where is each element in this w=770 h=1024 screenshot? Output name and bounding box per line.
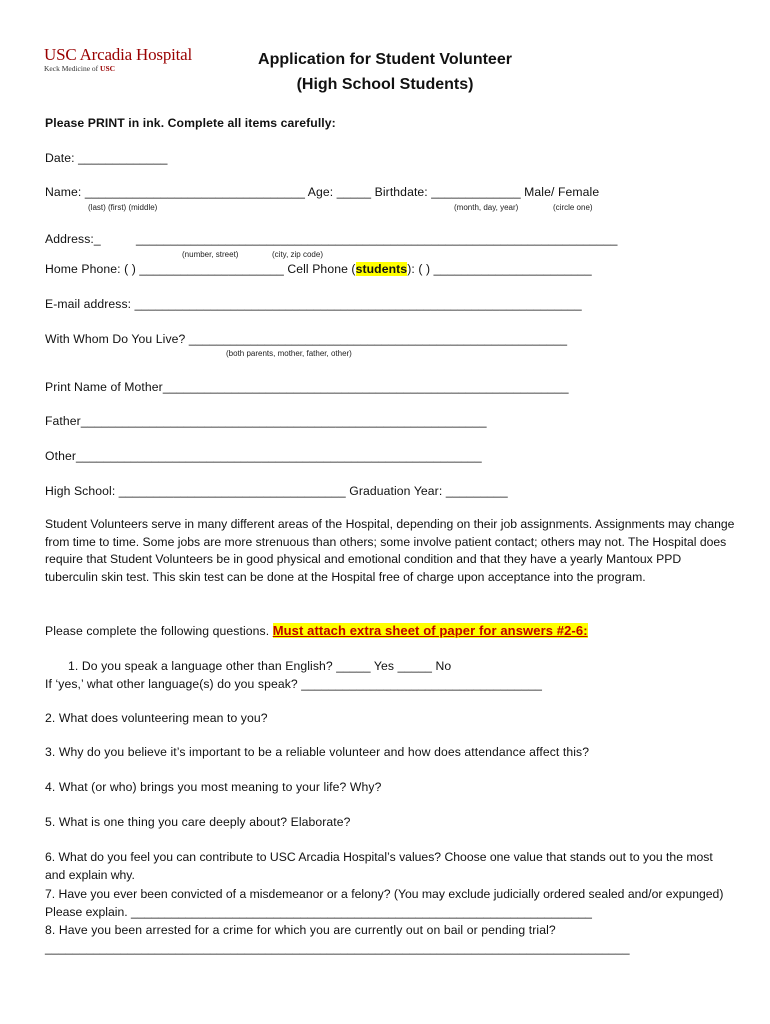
gender-hint: (circle one)	[553, 203, 593, 212]
address-hint-city: (city, zip code)	[272, 250, 323, 259]
question-6: 6. What do you feel you can contribute to USC Arcadia Hospital’s values? Choose one value that stands out to you the most and explain why.	[45, 850, 713, 882]
name-hint: (last) (first) (middle)	[88, 203, 158, 212]
date-field[interactable]: Date: _____________	[45, 151, 168, 165]
page-subtitle: (High School Students)	[296, 76, 474, 93]
logo-tagline-prefix: Keck Medicine of	[44, 64, 99, 73]
question-8-answer-line[interactable]: _____________________________________________________________________________________	[45, 941, 630, 955]
questions-note: Must attach extra sheet of paper for answers #2-6:	[272, 623, 588, 638]
question-1[interactable]: 1. Do you speak a language other than English? _____ Yes _____ No	[68, 659, 452, 673]
birthdate-hint: (month, day, year)	[454, 203, 519, 212]
questions-intro	[45, 623, 588, 638]
logo-name: USC Arcadia Hospital	[44, 45, 193, 64]
name-field[interactable]: Name: ________________________________ Age: _____ Birthdate: _____________ Male/ Female	[45, 185, 600, 199]
home-phone-label: Home Phone: ( ) _____________________ Cell Phone (	[45, 262, 356, 276]
whom-hint: (both parents, mother, father, other)	[226, 349, 352, 358]
question-3: 3. Why do you believe it’s important to be a reliable volunteer and how does attendance affect this?	[45, 745, 590, 759]
question-1b[interactable]: If ‘yes,’ what other language(s) do you speak? ___________________________________	[45, 677, 543, 691]
instruction: Please PRINT in ink. Complete all items carefully:	[45, 116, 336, 130]
other-field[interactable]: Other___________________________________________________________	[45, 449, 482, 463]
father-field[interactable]: Father___________________________________________________________	[45, 414, 487, 428]
logo-tagline-brand: USC	[100, 64, 116, 73]
volunteer-info-paragraph: Student Volunteers serve in many different areas of the Hospital, depending on their job assignments. Assignments may change from time to time. Some jobs are more strenuous than others; some involve patient contact; others may not. The Hospital does require that Student Volunteers be in good physical and emotional condition and that they have a yearly Mantoux PPD tuberculin skin test. This skin test can be done at the Hospital free of charge upon acceptance into the program.	[45, 517, 735, 584]
question-4: 4. What (or who) brings you most meaning to your life? Why?	[45, 780, 382, 794]
address-hint-street: (number, street)	[182, 250, 239, 259]
mother-field[interactable]: Print Name of Mother___________________________________________________________	[45, 380, 569, 394]
whom-field[interactable]: With Whom Do You Live? _______________________________________________________	[45, 332, 568, 346]
address-field[interactable]: ______________________________________________________________________	[136, 232, 618, 246]
students-highlight: students	[355, 262, 408, 276]
page-title: Application for Student Volunteer	[258, 51, 512, 68]
cell-phone-rest: ): ( ) _______________________	[407, 262, 592, 276]
question-5: 5. What is one thing you care deeply about? Elaborate?	[45, 815, 351, 829]
address-label: Address:_	[45, 232, 101, 246]
high-school-field[interactable]: High School: _________________________________ Graduation Year: _________	[45, 484, 508, 498]
question-2: 2. What does volunteering mean to you?	[45, 711, 268, 725]
question-8: 8. Have you been arrested for a crime for which you are currently out on bail or pending trial?	[45, 923, 556, 937]
question-7[interactable]: 7. Have you ever been convicted of a misdemeanor or a felony? (You may exclude judicially ordered sealed and/or expunged) Please explain. ____________________________________________________________________	[45, 887, 724, 919]
questions-intro-text: Please complete the following questions.	[45, 624, 270, 638]
email-field[interactable]: E-mail address: _________________________________________________________________	[45, 297, 582, 311]
phone-field[interactable]	[45, 262, 592, 276]
